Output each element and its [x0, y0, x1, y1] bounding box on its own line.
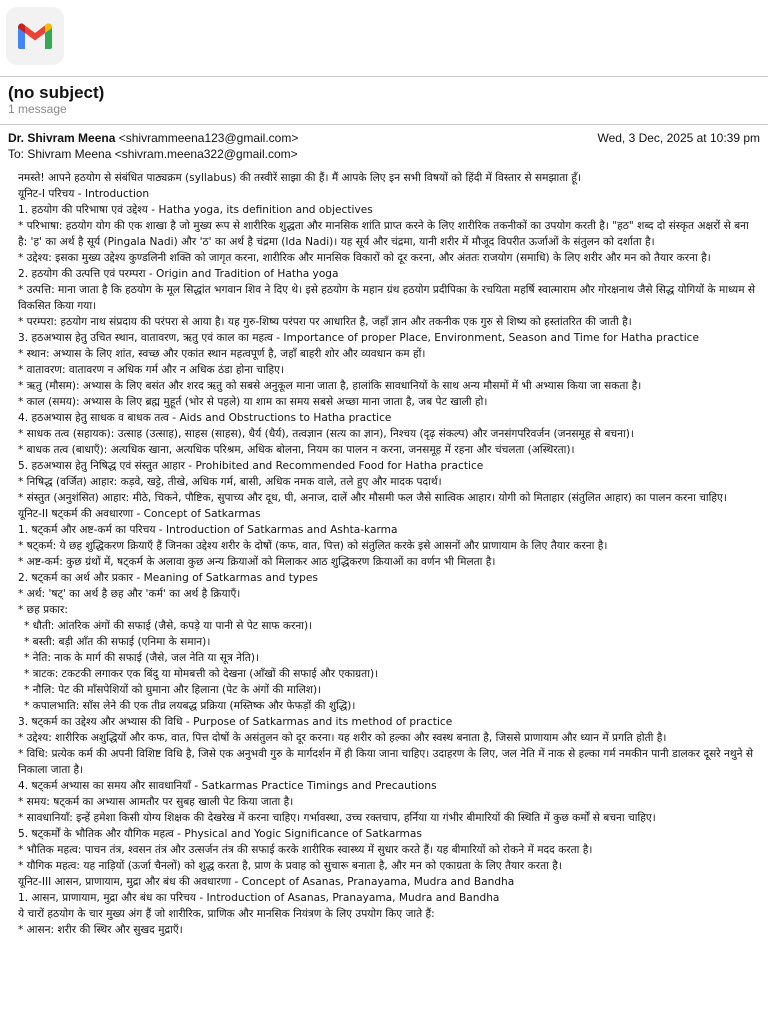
body-line: * आसन: शरीर की स्थिर और सुखद मुद्राएँ।	[18, 924, 183, 936]
body-line: * कपालभाति: साँस लेने की एक तीव्र लयबद्ध प्रक्रिया (मस्तिष्क और फेफड़ों की शुद्धि)।	[24, 700, 356, 712]
body-line: * सावधानियाँ: इन्हें हमेशा किसी योग्य शिक्षक की देखरेख में करना चाहिए। गर्भावस्था, उच्च रक्तचाप, हर्निया या गंभीर बीमारियों की स्थिति में कुछ कर्मों से बचना चाहिए।	[18, 812, 656, 824]
body-line: * बस्ती: बड़ी आँत की सफाई (एनिमा के समान)।	[24, 636, 211, 648]
body-line: यूनिट-I परिचय - Introduction	[18, 188, 150, 200]
body-line: * वातावरण: वातावरण न अधिक गर्म और न अधिक ठंडा होना चाहिए।	[18, 364, 284, 376]
body-line: 1. आसन, प्राणायाम, मुद्रा और बंध का परिचय - Introduction of Asanas, Pranayama, Mudra and Bandha	[18, 892, 500, 904]
body-line: * उद्देश्य: इसका मुख्य उद्देश्य कुण्डलिनी शक्ति को जागृत करना, शारीरिक और मानसिक विकारों को दूर करना, और अंततः राजयोग (समाधि) के लिए शरीर और मन को तैयार करना है।	[18, 252, 711, 264]
body-line: ये चारों हठयोग के चार मुख्य अंग हैं जो शारीरिक, प्राणिक और मानसिक नियंत्रण के लिए उपयोग किए जाते हैं:	[18, 908, 435, 920]
sender-email[interactable]: <shivrammeena123@gmail.com>	[118, 131, 299, 145]
body-line: * अर्थ: 'षट्' का अर्थ है छह और 'कर्म' का अर्थ है क्रियाएँ।	[18, 588, 241, 600]
body-line: * विधि: प्रत्येक कर्म की अपनी विशिष्ट विधि है, जिसे एक अनुभवी गुरु के मार्गदर्शन में ही किया जाना चाहिए। उदाहरण के लिए, जल नेति में नाक से हल्का गर्म नमकीन पानी डालकर दूसरे नथुने से निकाला जाता है।	[18, 748, 754, 776]
body-line: * अष्ट-कर्म: कुछ ग्रंथों में, षट्कर्म के अलावा कुछ अन्य क्रियाओं को मिलाकर आठ शुद्धिकरण क्रियाओं का वर्णन भी मिलता है।	[18, 556, 496, 568]
body-line: * उद्देश्य: शारीरिक अशुद्धियों और कफ, वात, पित्त दोषों के असंतुलन को दूर करना। यह शरीर को हल्का और स्वस्थ बनाता है, जिससे प्राणायाम और ध्यान में प्रगति होती है।	[18, 732, 667, 744]
header-divider	[0, 76, 768, 77]
email-body	[18, 170, 756, 938]
body-line: 5. हठअभ्यास हेतु निषिद्ध एवं संस्तुत आहार - Prohibited and Recommended Food for Hatha practice	[18, 460, 484, 472]
body-line: * काल (समय): अभ्यास के लिए ब्रह्म मुहूर्त (भोर से पहले) या शाम का समय सबसे अच्छा माना जाता है, जब पेट खाली हो।	[18, 396, 488, 408]
body-line: 1. षट्कर्म और अष्ट-कर्म का परिचय - Introduction of Satkarmas and Ashta-karma	[18, 524, 398, 536]
body-line: 2. षट्कर्म का अर्थ और प्रकार - Meaning of Satkarmas and types	[18, 572, 318, 584]
body-line: * धौती: आंतरिक अंगों की सफाई (जैसे, कपड़े या पानी से पेट साफ करना)।	[24, 620, 313, 632]
message-count: 1 message	[8, 102, 67, 116]
body-line: * निषिद्ध (वर्जित) आहार: कड़वे, खट्टे, तीखे, अधिक गर्म, बासी, अधिक नमक वाले, तले हुए और मादक पदार्थ।	[18, 476, 442, 488]
recipient-line: To: Shivram Meena <shivram.meena322@gmail.com>	[8, 147, 298, 161]
body-line: * समय: षट्कर्म का अभ्यास आमतौर पर सुबह खाली पेट किया जाता है।	[18, 796, 294, 808]
body-line: * षट्कर्म: ये छह शुद्धिकरण क्रियाएँ हैं जिनका उद्देश्य शरीर के दोषों (कफ, वात, पित्त) को संतुलित करके इसे आसनों और प्राणायाम के लिए तैयार करना है।	[18, 540, 608, 552]
sender-name: Dr. Shivram Meena	[8, 131, 116, 145]
email-subject: (no subject)	[8, 83, 105, 102]
body-line: यूनिट-II षट्कर्म की अवधारणा - Concept of Satkarmas	[18, 508, 261, 520]
body-line: * भौतिक महत्व: पाचन तंत्र, श्वसन तंत्र और उत्सर्जन तंत्र की सफाई करके शारीरिक स्वास्थ्य में सुधार करते हैं। यह बीमारियों को रोकने में मदद करता है।	[18, 844, 593, 856]
body-line: 3. षट्कर्म का उद्देश्य और अभ्यास की विधि - Purpose of Satkarmas and its method of practice	[18, 716, 453, 728]
body-line: * उत्पत्ति: माना जाता है कि हठयोग के मूल सिद्धांत भगवान शिव ने दिए थे। इसे हठयोग के महान ग्रंथ हठयोग प्रदीपिका के रचयिता महर्षि स्वात्माराम और गोरक्षनाथ जैसे सिद्ध योगियों के माध्यम से विकसित किया गया।	[18, 284, 756, 312]
body-line: * नेति: नाक के मार्ग की सफाई (जैसे, जल नेति या सूत्र नेति)।	[24, 652, 259, 664]
body-line: 4. षट्कर्म अभ्यास का समय और सावधानियाँ - Satkarmas Practice Timings and Precautions	[18, 780, 437, 792]
gmail-icon	[15, 20, 55, 52]
body-line: 2. हठयोग की उत्पत्ति एवं परम्परा - Origin and Tradition of Hatha yoga	[18, 268, 339, 280]
body-line: * बाधक तत्व (बाधाएँ): अत्यधिक खाना, अत्यधिक परिश्रम, अधिक बोलना, नियम का पालन न करना, जनसमूह में रहना और चंचलता (अस्थिरता)।	[18, 444, 575, 456]
body-line: नमस्ते! आपने हठयोग से संबंधित पाठ्यक्रम (syllabus) की तस्वीरें साझा की हैं। मैं आपके लिए इन सभी विषयों को हिंदी में विस्तार से समझाता हूँ।	[18, 172, 582, 184]
body-line: 5. षट्कर्मों के भौतिक और यौगिक महत्व - Physical and Yogic Significance of Satkarmas	[18, 828, 422, 840]
body-line: * स्थान: अभ्यास के लिए शांत, स्वच्छ और एकांत स्थान महत्वपूर्ण है, जहाँ बाहरी शोर और व्यवधान कम हों।	[18, 348, 426, 360]
body-line: * यौगिक महत्व: यह नाड़ियों (ऊर्जा चैनलों) को शुद्ध करता है, प्राण के प्रवाह को सुचारू बनाता है, और मन को एकाग्रता के लिए तैयार करता है।	[18, 860, 562, 872]
email-date: Wed, 3 Dec, 2025 at 10:39 pm	[597, 131, 760, 145]
body-line: 1. हठयोग की परिभाषा एवं उद्देश्य - Hatha yoga, its definition and objectives	[18, 204, 373, 216]
body-line: * संस्तुत (अनुशंसित) आहार: मीठे, चिकने, पौष्टिक, सुपाच्य और दूध, घी, अनाज, दालें और मौसमी फल जैसे सात्विक आहार। योगी को मिताहार (संतुलित आहार) का पालन करना चाहिए।	[18, 492, 727, 504]
body-line: * ऋतु (मौसम): अभ्यास के लिए बसंत और शरद ऋतु को सबसे अनुकूल माना जाता है, हालांकि सावधानियों के साथ अन्य मौसमों में भी अभ्यास किया जा सकता है।	[18, 380, 642, 392]
body-line: 3. हठअभ्यास हेतु उचित स्थान, वातावरण, ऋतु एवं काल का महत्व - Importance of proper Place, Environment, Season and Time for Hatha practice	[18, 332, 699, 344]
body-line: 4. हठअभ्यास हेतु साधक व बाधक तत्व - Aids and Obstructions to Hatha practice	[18, 412, 392, 424]
body-line: * त्राटक: टकटकी लगाकर एक बिंदु या मोमबत्ती को देखना (आँखों की सफाई और एकाग्रता)।	[24, 668, 379, 680]
gmail-app-icon[interactable]	[6, 7, 64, 65]
subject-divider	[0, 124, 768, 125]
body-line: यूनिट-III आसन, प्राणायाम, मुद्रा और बंध की अवधारणा - Concept of Asanas, Pranayama, Mudra and Bandha	[18, 876, 515, 888]
body-line: * परम्परा: हठयोग नाथ संप्रदाय की परंपरा से आया है। यह गुरु-शिष्य परंपरा पर आधारित है, जहाँ ज्ञान और तकनीक एक गुरु से शिष्य को हस्तांतरित की जाती है।	[18, 316, 632, 328]
body-line: * परिभाषा: हठयोग योग की एक शाखा है जो मुख्य रूप से शारीरिक शुद्धता और मानसिक शांति प्राप्त करने के लिए शारीरिक तकनीकों का उपयोग करती है। "हठ" शब्द दो संस्कृत अक्षरों से बना है: 'ह' का अर्थ है सूर्य (Pingala Nadi) और 'ठ' का अर्थ है चंद्रमा (Ida Nadi)। यह सूर्य और चंद्रमा, यानी शरीर में मौजूद विपरीत ऊर्जाओं के संतुलन को दर्शाता है।	[18, 220, 749, 248]
body-line: * नौलि: पेट की माँसपेशियों को घुमाना और हिलाना (पेट के अंगों की मालिश)।	[24, 684, 322, 696]
body-line: * साधक तत्व (सहायक): उत्साह (उत्साह), साहस (साहस), धैर्य (धैर्य), तत्वज्ञान (सत्य का ज्ञान), निश्चय (दृढ़ संकल्प) और जनसंगपरिवर्जन (जनसमूह से बचना)।	[18, 428, 634, 440]
body-line: * छह प्रकार:	[18, 604, 68, 616]
